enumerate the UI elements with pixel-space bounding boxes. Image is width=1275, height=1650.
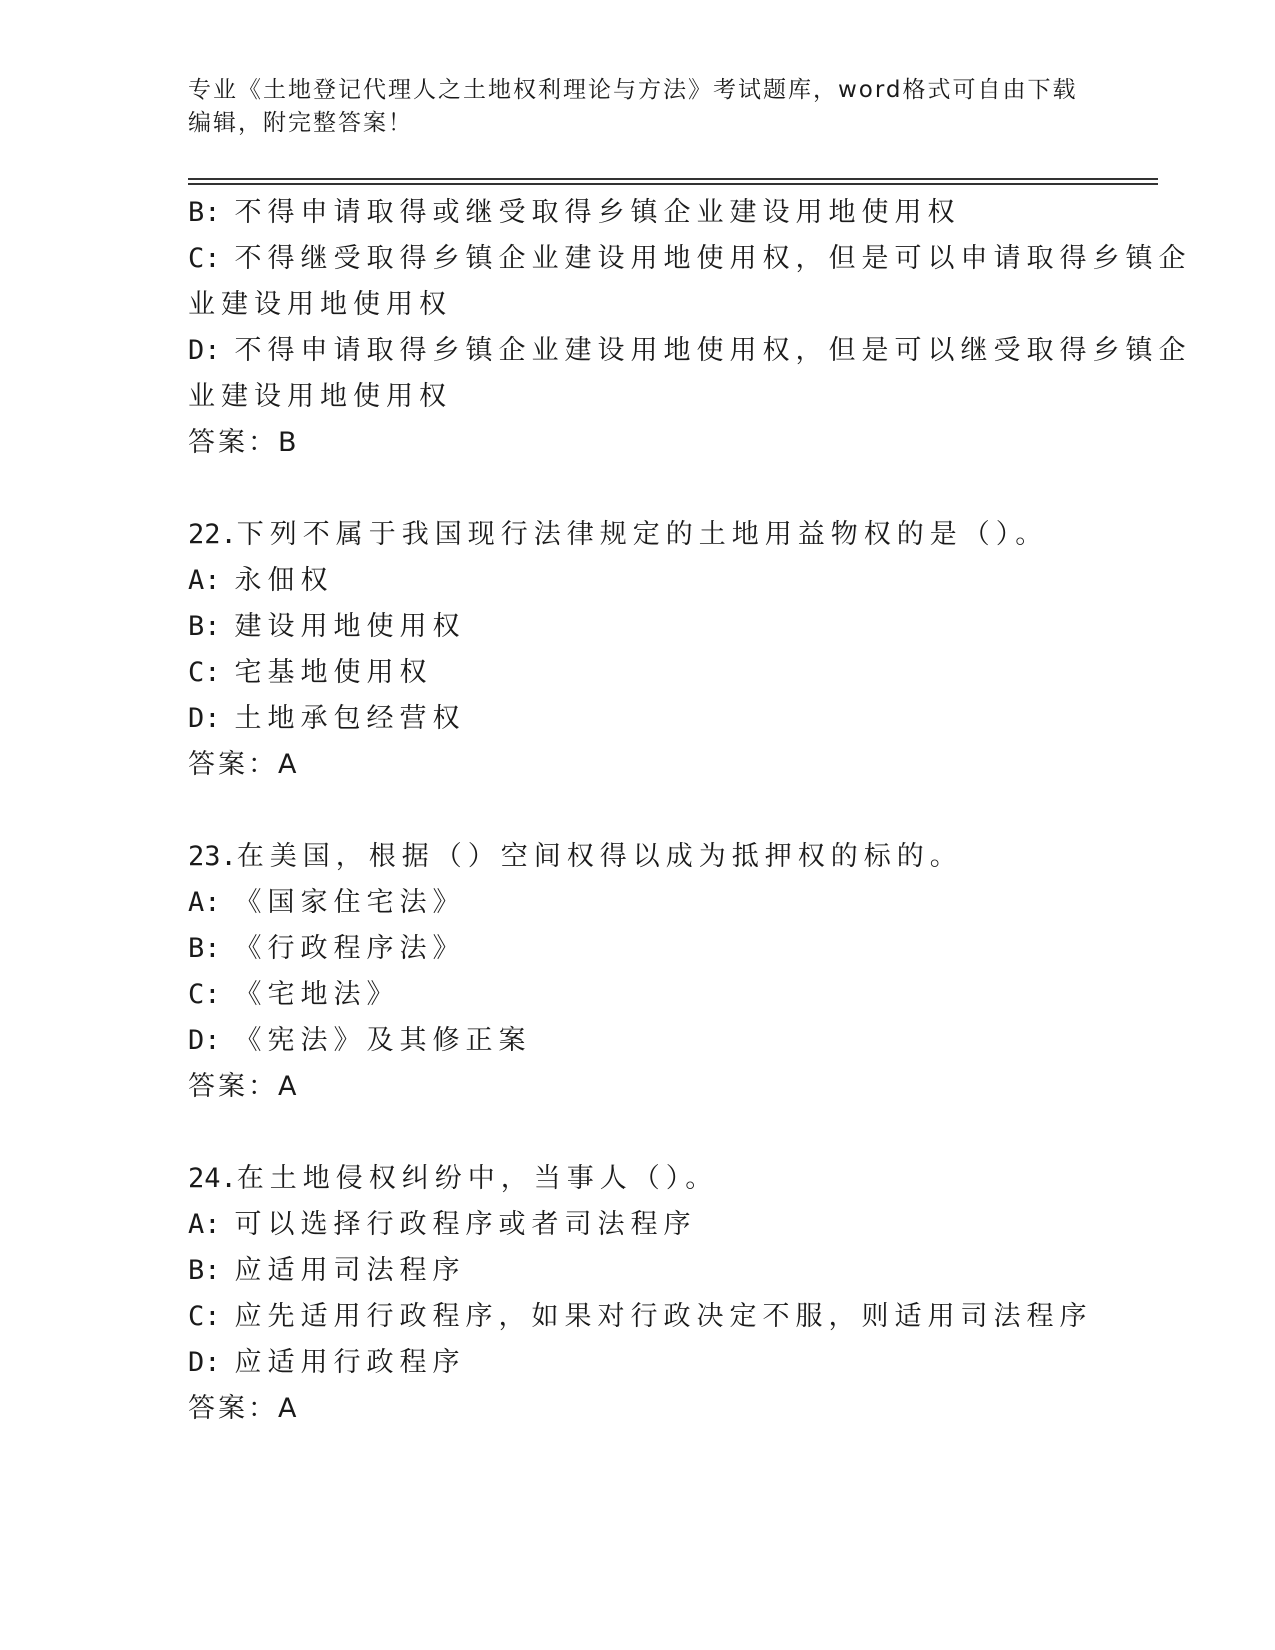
option-text: 不得继受取得乡镇企业建设用地使用权，但是可以申请取得乡镇企 [234,243,1192,274]
option-b [188,926,1108,972]
answer: 答案：A [188,1393,300,1424]
option-text: 《宪法》及其修正案 [234,1025,532,1056]
option-c-continued: 业建设用地使用权 [188,289,452,320]
option-label: C: [188,1301,221,1332]
option-text: 不得申请取得或继受取得乡镇企业建设用地使用权 [234,197,961,228]
question-number: 22. [188,519,237,550]
option-label: C: [188,979,221,1010]
option-label: C: [188,243,221,274]
option-a [188,558,1108,604]
option-label: B: [188,933,221,964]
option-b [188,190,1108,236]
option-text: 永佃权 [234,565,334,596]
answer: 答案：A [188,749,300,780]
option-label: D: [188,1025,221,1056]
option-text: 建设用地使用权 [234,611,466,642]
option-label: B: [188,611,221,642]
option-b [188,604,1108,650]
header-line-2: 编辑，附完整答案！ [188,110,413,136]
option-label: D: [188,335,221,366]
option-label: B: [188,1255,221,1286]
option-label: D: [188,703,221,734]
question-stem [188,512,1108,558]
option-label: A: [188,887,221,918]
option-text: 宅基地使用权 [234,657,433,688]
answer: 答案：A [188,1071,300,1102]
option-label: B: [188,197,221,228]
option-text: 应适用行政程序 [234,1347,466,1378]
document-header [188,74,1088,140]
option-a [188,880,1108,926]
header-rule-top [188,178,1158,180]
option-c [188,650,1108,696]
option-text: 《行政程序法》 [234,933,466,964]
option-label: D: [188,1347,221,1378]
question-text: 下列不属于我国现行法律规定的土地用益物权的是（）。 [236,519,1049,550]
option-d [188,696,1108,742]
question-stem [188,1156,1108,1202]
question-24 [188,1156,1108,1432]
option-d [188,328,1192,374]
option-a [188,1202,1108,1248]
option-label: A: [188,1209,221,1240]
option-d [188,1340,1108,1386]
question-text: 在美国，根据（）空间权得以成为抵押权的标的。 [236,841,963,872]
option-text: 土地承包经营权 [234,703,466,734]
question-number: 24. [188,1163,237,1194]
option-text: 不得申请取得乡镇企业建设用地使用权，但是可以继受取得乡镇企 [234,335,1192,366]
question-number: 23. [188,841,237,872]
option-c [188,236,1192,282]
option-b [188,1248,1108,1294]
option-d-continued: 业建设用地使用权 [188,381,452,412]
option-text: 应先适用行政程序，如果对行政决定不服，则适用司法程序 [234,1301,1093,1332]
option-label: C: [188,657,221,688]
header-line-1: 专业《土地登记代理人之土地权利理论与方法》考试题库，word格式可自由下载 [188,77,1078,103]
question-list [188,190,1192,1432]
answer: 答案：B [188,427,300,458]
question-23 [188,834,1108,1110]
option-text: 应适用司法程序 [234,1255,466,1286]
option-c [188,972,1108,1018]
option-d [188,1018,1108,1064]
question-22 [188,512,1108,788]
question-stem [188,834,1108,880]
option-text: 可以选择行政程序或者司法程序 [234,1209,697,1240]
question-21 [188,190,1192,466]
option-label: A: [188,565,221,596]
option-text: 《宅地法》 [234,979,400,1010]
option-text: 《国家住宅法》 [234,887,466,918]
option-c [188,1294,1108,1340]
header-rule-bottom [188,183,1158,185]
question-text: 在土地侵权纠纷中，当事人（）。 [236,1163,719,1194]
